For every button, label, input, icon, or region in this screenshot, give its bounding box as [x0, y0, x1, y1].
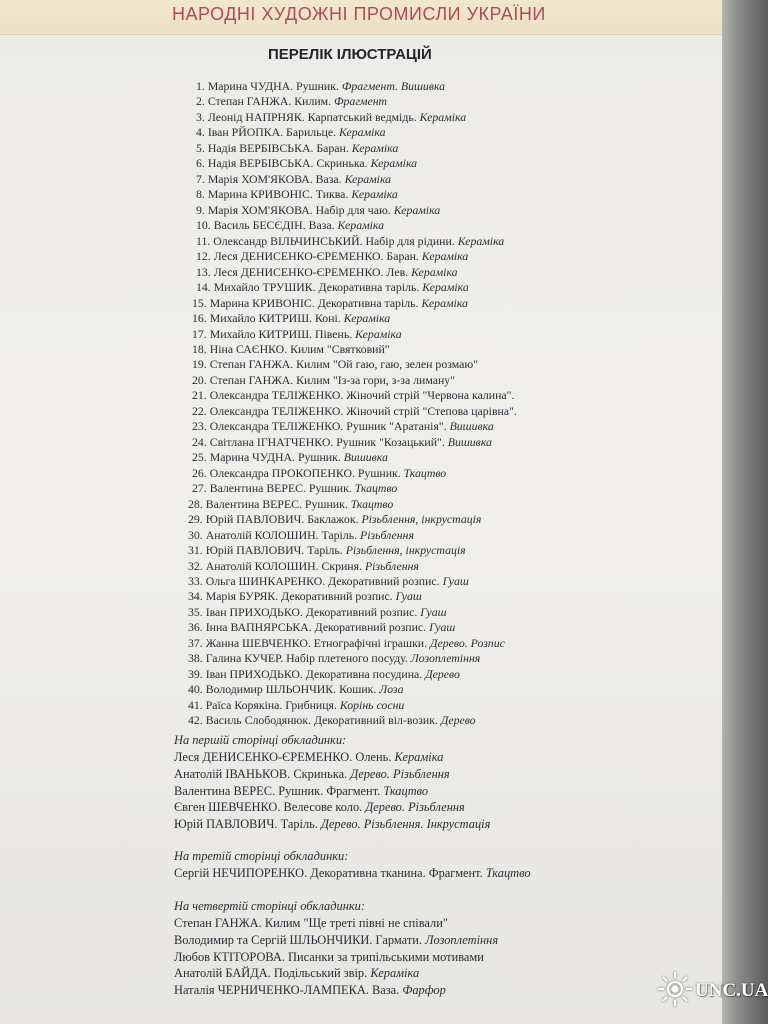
plate-number: 13. — [196, 264, 211, 279]
plate-number: 22. — [192, 403, 207, 418]
plate-technique: Кераміка — [421, 249, 469, 264]
plate-item — [192, 327, 552, 342]
plate-technique: Корінь сосни — [339, 697, 405, 712]
cover-item-technique: Лозоплетіння — [425, 932, 499, 947]
plate-number: 30. — [188, 527, 203, 542]
plate-text: Жанна ШЕВЧЕНКО. Етнографічні іграшки. — [205, 635, 431, 650]
plate-item — [188, 497, 548, 512]
plate-technique: Вишивка — [447, 434, 492, 449]
plate-text: Степан ГАНЖА. Килим "Із-за гори, з-за лиману" — [209, 372, 455, 387]
plate-number: 11. — [196, 233, 211, 248]
plate-item — [192, 481, 552, 496]
cover-item-text: Юрій ПАВЛОВИЧ. Таріль. — [174, 817, 322, 832]
plate-item — [192, 311, 552, 326]
plate-text: Ніна САЄНКО. Килим "Святковий" — [209, 341, 390, 356]
plate-text: Олександра ТЕЛІЖЕНКО. Жіночий стрій "Червона калина". — [209, 388, 515, 403]
plate-technique: Гуаш — [395, 589, 422, 604]
front-cover-section — [174, 732, 574, 833]
plate-number: 16. — [192, 311, 207, 326]
cover-item-text: Володимир та Сергій ШЛЬОНЧИКИ. Гармати. — [174, 932, 426, 947]
fourth-cover-items — [174, 915, 574, 999]
plate-text: Олександра ПРОКОПЕНКО. Рушник. — [209, 465, 404, 480]
plate-number: 26. — [192, 465, 207, 480]
plate-text: Василь Слободянюк. Декоративний віл-возик. — [205, 713, 441, 728]
plate-technique: Кераміка — [343, 311, 391, 326]
plate-item — [188, 620, 548, 635]
plate-technique: Кераміка — [351, 187, 398, 202]
plate-number: 3. — [196, 109, 205, 124]
plate-item — [192, 373, 552, 388]
plate-item — [192, 435, 552, 450]
cover-item-text: Валентина ВЕРЕС. Рушник. Фрагмент. — [174, 783, 384, 798]
plate-item — [196, 110, 556, 125]
plate-number: 9. — [196, 202, 205, 217]
plate-item — [188, 528, 548, 543]
plate-number: 1. — [196, 79, 205, 93]
plate-text: Надія ВЕРБІВСЬКА. Скринька. — [207, 156, 371, 171]
plate-technique: Ткацтво — [354, 481, 398, 496]
plate-number: 5. — [196, 140, 205, 155]
cover-item — [174, 915, 574, 932]
cover-item-text: Любов КТІТОРОВА. Писанки за трипільськими мотивами — [174, 949, 484, 964]
plate-item — [196, 94, 556, 109]
third-cover-section — [174, 848, 574, 882]
plate-item — [188, 512, 548, 527]
plate-number: 40. — [188, 682, 203, 697]
plate-number: 38. — [188, 651, 203, 666]
plate-number: 27. — [192, 481, 207, 496]
cover-item — [174, 799, 574, 816]
plate-technique: Кераміка — [370, 156, 418, 171]
plate-number: 12. — [196, 249, 211, 264]
cover-item-text: Анатолій БАЙДА. Подільський звір. — [174, 966, 371, 981]
cover-item — [174, 783, 574, 800]
plate-item — [196, 203, 556, 218]
plate-technique: Дерево. Розпис — [430, 635, 505, 650]
plate-number: 6. — [196, 156, 205, 171]
front-cover-items — [174, 749, 574, 833]
plate-text: Галина КУЧЕР. Набір плетеного посуду. — [205, 651, 411, 666]
plate-text: Валентина ВЕРЕС. Рушник. — [209, 481, 355, 496]
plate-text: Марія БУРЯК. Декоративний розпис. — [205, 589, 396, 604]
plate-number: 24. — [192, 434, 207, 449]
cover-item-text: Євген ШЕВЧЕНКО. Велесове коло. — [174, 800, 366, 815]
plate-technique: Кераміка — [457, 233, 505, 248]
plate-item — [196, 249, 556, 264]
plate-number: 4. — [196, 125, 205, 140]
plate-number: 19. — [192, 357, 207, 372]
plate-number: 10. — [196, 218, 211, 233]
plate-number: 20. — [192, 372, 207, 387]
plate-item — [196, 125, 556, 140]
plate-item — [192, 419, 552, 434]
cover-item — [174, 949, 574, 966]
plate-item — [188, 651, 548, 666]
plate-text: Олександра ТЕЛІЖЕНКО. Рушник "Аратанія". — [209, 419, 450, 434]
plate-text: Анатолій КОЛОШИН. Таріль. — [205, 527, 360, 542]
plate-text: Степан ГАНЖА. Килим. — [207, 94, 335, 109]
plate-number: 21. — [192, 388, 207, 403]
plate-item — [192, 357, 552, 372]
third-cover-title: На третій сторінці обкладинки: — [174, 849, 349, 863]
plate-technique: Ткацтво — [403, 465, 447, 480]
plate-number: 32. — [188, 558, 203, 573]
plate-text: Василь БЕСЄДІН. Ваза. — [213, 218, 338, 233]
plate-item — [192, 342, 552, 357]
plate-number: 42. — [188, 713, 203, 728]
plate-text: Надія ВЕРБІВСЬКА. Баран. — [207, 140, 352, 155]
cover-item-text: Наталія ЧЕРНИЧЕНКО-ЛАМПЕКА. Ваза. — [174, 983, 403, 998]
watermark-text: UNC.UA — [695, 980, 768, 1001]
plate-text: Олександра ТЕЛІЖЕНКО. Жіночий стрій "Степова царівна". — [209, 403, 517, 418]
plate-item — [188, 589, 548, 604]
plate-number: 15. — [192, 295, 207, 310]
cover-item-text: Сергій НЕЧИПОРЕНКО. Декоративна тканина. Фрагмент. — [174, 866, 486, 880]
plate-number: 14. — [196, 280, 211, 295]
plate-technique: Кераміка — [421, 295, 468, 310]
plate-number: 17. — [192, 326, 207, 341]
plate-technique: Дерево — [440, 713, 476, 728]
plate-item — [192, 296, 552, 311]
cover-item-technique: Дерево. Різьблення — [365, 800, 465, 815]
plate-text: Михайло КИТРИШ. Коні. — [209, 311, 344, 326]
cover-item-technique: Кераміка — [370, 966, 420, 981]
plate-item — [196, 172, 556, 187]
plate-item — [196, 187, 556, 202]
plate-technique: Кераміка — [422, 280, 469, 295]
plate-number: 28. — [188, 496, 203, 511]
header-title: НАРОДНІ ХУДОЖНІ ПРОМИСЛИ УКРАЇНИ — [172, 4, 546, 24]
cover-item — [174, 766, 574, 783]
plate-technique: Кераміка — [419, 109, 467, 124]
plate-item — [192, 388, 552, 403]
plate-text: Іван ПРИХОДЬКО. Декоративна посудина. — [205, 666, 426, 681]
plate-item — [196, 156, 556, 171]
plate-text: Марина КРИВОНІС. Декоративна таріль. — [209, 295, 422, 310]
plate-technique: Різьблення, інкрустація — [361, 512, 482, 527]
plate-technique: Кераміка — [393, 202, 441, 217]
plate-text: Іван РЙОПКА. Барильце. — [207, 125, 339, 140]
plate-item — [196, 280, 556, 295]
plate-technique: Різьблення — [364, 558, 419, 573]
plate-number: 7. — [196, 171, 205, 186]
plate-text: Михайло КИТРИШ. Півень. — [209, 326, 356, 341]
plate-item — [192, 404, 552, 419]
plate-text: Раїса Корякіна. Грибниця. — [205, 697, 340, 712]
plate-text: Інна ВАПНЯРСЬКА. Декоративний розпис. — [205, 620, 430, 635]
plate-technique: Гуаш — [420, 604, 447, 619]
plate-text: Марія ХОМ'ЯКОВА. Набір для чаю. — [207, 202, 394, 217]
watermark — [656, 966, 768, 1012]
fourth-cover-title: На четвертій сторінці обкладинки: — [174, 899, 365, 913]
plate-item — [196, 234, 556, 249]
plate-item — [188, 574, 548, 589]
plate-number: 41. — [188, 697, 203, 712]
plate-technique: Кераміка — [351, 140, 399, 155]
plate-technique: Різьблення, інкрустація — [345, 543, 466, 558]
plate-text: Леонід НАПРНЯК. Карпатський ведмідь. — [207, 109, 420, 124]
cover-item-text: Анатолій ІВАНЬКОВ. Скринька. — [174, 766, 351, 781]
cover-item — [174, 816, 574, 833]
plate-text: Марія ХОМ'ЯКОВА. Ваза. — [207, 171, 345, 186]
cover-item-text: Степан ГАНЖА. Килим "Ще треті півні не співали" — [174, 916, 448, 930]
plate-item — [196, 141, 556, 156]
fourth-cover-section — [174, 898, 574, 999]
plate-number: 35. — [188, 604, 203, 619]
plate-technique: Гуаш — [429, 620, 456, 635]
cover-item-technique: Ткацтво — [485, 866, 531, 880]
plate-item — [188, 636, 548, 651]
plate-technique: Кераміка — [411, 264, 458, 279]
cover-item — [174, 982, 574, 999]
plate-item — [188, 559, 548, 574]
plate-text: Юрій ПАВЛОВИЧ. Баклажок. — [205, 512, 362, 527]
header-band — [0, 0, 722, 35]
plate-technique: Гуаш — [442, 574, 469, 588]
plate-number: 18. — [192, 341, 207, 356]
plate-item — [188, 667, 548, 682]
plate-number: 8. — [196, 187, 205, 202]
plate-text: Світлана ІГНАТЧЕНКО. Рушник "Козацький". — [209, 434, 448, 449]
plate-item — [188, 698, 548, 713]
plate-technique: Ткацтво — [350, 496, 394, 511]
plate-technique: Кераміка — [337, 218, 385, 233]
plate-technique: Вишивка — [449, 419, 494, 434]
plate-number: 23. — [192, 419, 207, 434]
plate-number: 39. — [188, 666, 203, 681]
plate-text: Михайло ТРУШИК. Декоративна таріль. — [213, 280, 423, 295]
plate-text: Юрій ПАВЛОВИЧ. Таріль. — [205, 543, 346, 558]
plate-technique: Вишивка — [343, 450, 388, 465]
cover-item-technique: Фарфор — [402, 983, 446, 998]
plate-text: Степан ГАНЖА. Килим "Ой гаю, гаю, зелен розмаю" — [209, 357, 478, 372]
plate-item — [188, 543, 548, 558]
illustrations-list — [188, 79, 556, 729]
plate-item — [196, 218, 556, 233]
cover-item — [174, 932, 574, 949]
plate-number: 36. — [188, 620, 203, 635]
plate-text: Іван ПРИХОДЬКО. Декоративний розпис. — [205, 604, 421, 619]
plate-technique: Різьблення — [360, 527, 414, 542]
plate-text: Марина КРИВОНІС. Тиква. — [207, 187, 352, 202]
plate-number: 37. — [188, 635, 203, 650]
plate-text: Володимир ШЛЬОНЧИК. Кошик. — [205, 682, 380, 697]
front-cover-title: На першій сторінці обкладинки: — [174, 733, 347, 747]
plate-technique: Фрагмент — [334, 94, 388, 109]
plate-number: 2. — [196, 94, 205, 109]
plate-technique: Кераміка — [355, 326, 402, 341]
cover-item — [174, 749, 574, 766]
cover-item-technique: Ткацтво — [383, 783, 429, 798]
plate-text: Валентина ВЕРЕС. Рушник. — [205, 496, 351, 511]
plate-text: Леся ДЕНИСЕНКО-ЄРЕМЕНКО. Баран. — [213, 249, 422, 264]
plate-item — [188, 682, 548, 697]
plate-text: Анатолій КОЛОШИН. Скриня. — [205, 558, 365, 573]
cover-item-text: Леся ДЕНИСЕНКО-ЄРЕМЕНКО. Олень. — [174, 750, 395, 764]
plate-number: 33. — [188, 574, 203, 588]
plate-number: 25. — [192, 450, 207, 465]
plate-technique: Кераміка — [339, 125, 386, 140]
plate-item — [188, 605, 548, 620]
plate-text: Ольга ШИНКАРЕНКО. Декоративний розпис. — [205, 574, 443, 588]
plate-text: Марина ЧУДНА. Рушник. — [209, 450, 344, 465]
plate-number: 31. — [188, 543, 203, 558]
plate-item — [196, 265, 556, 280]
plate-item — [192, 466, 552, 481]
cover-item — [174, 965, 574, 982]
cover-item-technique: Дерево. Різьблення — [350, 766, 450, 781]
cover-item — [174, 865, 574, 882]
plate-text: Олександр ВІЛЬЧИНСЬКИЙ. Набір для рідини. — [213, 233, 458, 248]
plate-item — [196, 79, 556, 94]
plate-text: Марина ЧУДНА. Рушник. — [207, 79, 342, 93]
third-cover-items — [174, 865, 574, 882]
plate-technique: Лоза — [379, 682, 404, 697]
plate-number: 34. — [188, 589, 203, 604]
list-title: ПЕРЕЛІК ІЛЮСТРАЦІЙ — [268, 46, 432, 63]
plate-item — [188, 713, 548, 728]
plate-technique: Фрагмент. Вишивка — [341, 79, 446, 93]
plate-number: 29. — [188, 512, 203, 527]
plate-technique: Лозоплетіння — [410, 651, 481, 666]
cover-item-technique: Дерево. Різьблення. Інкрустація — [321, 817, 491, 832]
sun-seal-icon — [656, 970, 694, 1008]
cover-item-technique: Кераміка — [394, 750, 444, 764]
plate-technique: Кераміка — [344, 171, 392, 186]
plate-item — [192, 450, 552, 465]
plate-technique: Дерево — [425, 666, 460, 681]
plate-text: Леся ДЕНИСЕНКО-ЄРЕМЕНКО. Лев. — [213, 264, 412, 279]
